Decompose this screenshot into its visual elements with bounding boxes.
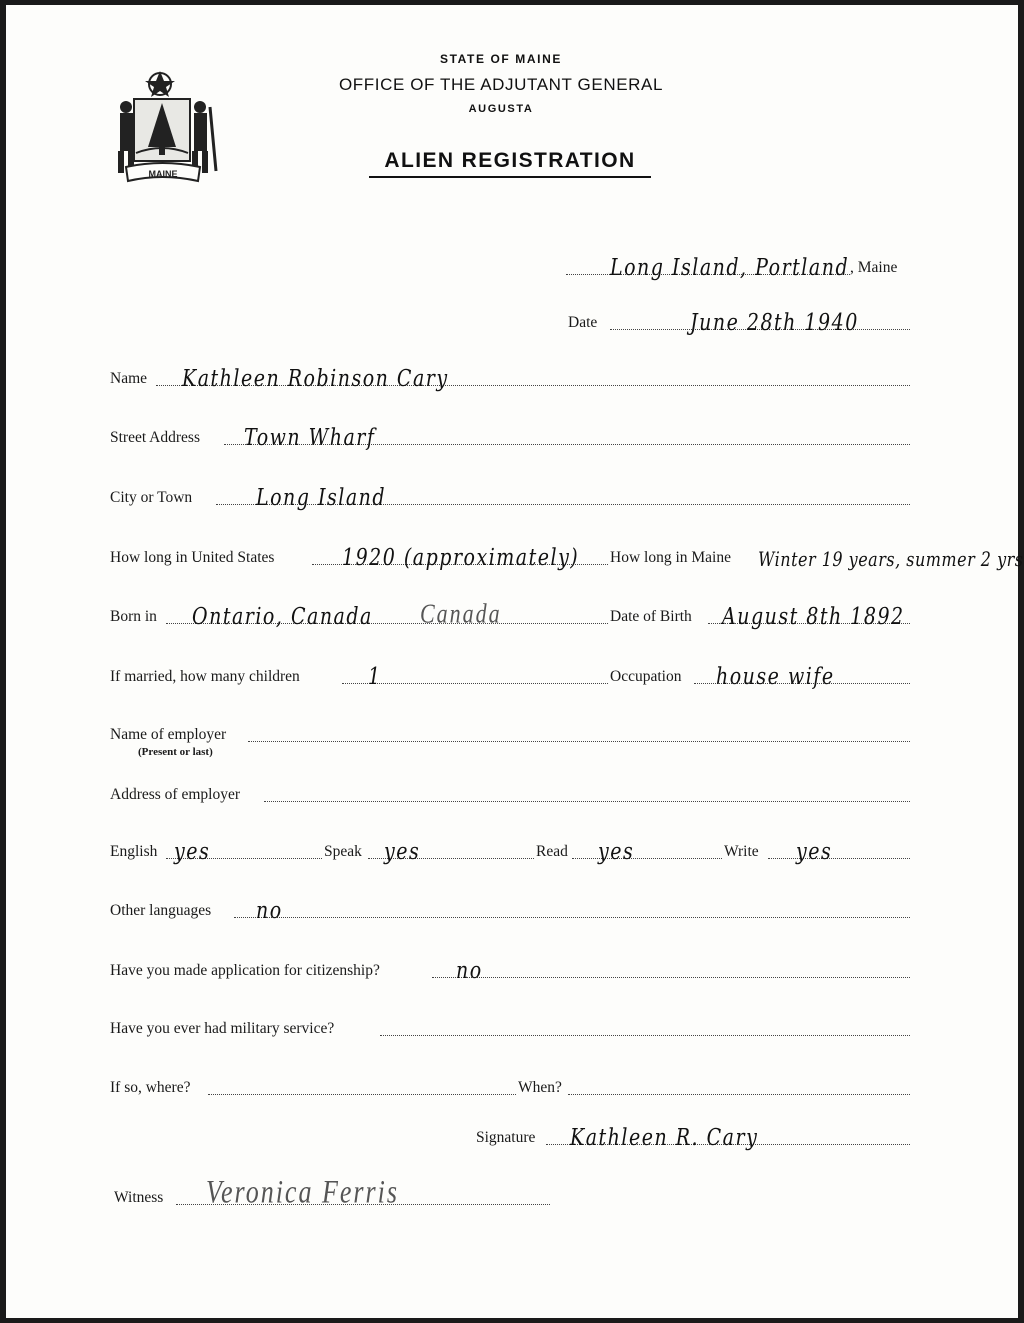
- place-value[interactable]: Long Island, Portland: [610, 253, 850, 281]
- city-label: City or Town: [110, 489, 193, 506]
- english-value[interactable]: yes: [174, 837, 211, 865]
- speak-label: Speak: [324, 843, 362, 860]
- witness-row: [114, 1173, 550, 1210]
- office-heading: OFFICE OF THE ADJUTANT GENERAL: [338, 75, 664, 94]
- street-value[interactable]: Town Wharf: [244, 423, 376, 451]
- signature-value[interactable]: Kathleen R. Cary: [570, 1123, 759, 1151]
- other-languages-label: Other languages: [110, 902, 212, 919]
- street-row: [110, 425, 910, 449]
- military-row: [110, 1016, 910, 1040]
- where-label: If so, where?: [110, 1079, 191, 1096]
- state-heading: STATE OF MAINE: [440, 52, 562, 66]
- employer-address-row: [110, 782, 910, 806]
- occupation-label: Occupation: [610, 668, 682, 685]
- residence-duration-row: [110, 543, 1024, 571]
- dob-value[interactable]: August 8th 1892: [722, 602, 905, 630]
- maine-time-value[interactable]: Winter 19 years, summer 2 yrs: [758, 547, 1024, 571]
- city-value[interactable]: Long Island: [256, 483, 387, 511]
- employer-row: [110, 722, 910, 746]
- name-row: [110, 366, 910, 390]
- name-value[interactable]: Kathleen Robinson Cary: [182, 364, 449, 392]
- registration-form-page: [6, 5, 1024, 1318]
- us-time-label: How long in United States: [110, 549, 275, 566]
- born-in-country-value[interactable]: Canada: [420, 597, 502, 629]
- employer-address-label: Address of employer: [110, 786, 240, 803]
- where-when-row: [110, 1075, 910, 1099]
- name-label: Name: [110, 370, 148, 387]
- children-label: If married, how many children: [110, 668, 300, 685]
- read-value[interactable]: yes: [598, 837, 635, 865]
- citizenship-row: [110, 958, 910, 982]
- military-label: Have you ever had military service?: [110, 1020, 335, 1037]
- when-label: When?: [518, 1079, 562, 1096]
- children-value[interactable]: 1: [368, 662, 382, 690]
- witness-value[interactable]: Veronica Ferris: [206, 1173, 399, 1210]
- seal-motto-text: MAINE: [148, 169, 178, 179]
- citizenship-label: Have you made application for citizenship?: [110, 962, 380, 979]
- employer-sublabel: (Present or last): [138, 746, 213, 758]
- other-languages-value[interactable]: no: [256, 896, 283, 924]
- language-ability-row: [110, 839, 910, 863]
- born-in-label: Born in: [110, 608, 157, 625]
- date-label: Date: [568, 314, 598, 331]
- write-label: Write: [724, 843, 759, 860]
- city-heading: AUGUSTA: [468, 103, 534, 115]
- born-in-value[interactable]: Ontario, Canada: [192, 602, 373, 630]
- date-value[interactable]: June 28th 1940: [690, 308, 859, 336]
- occupation-value[interactable]: house wife: [716, 662, 835, 690]
- speak-value[interactable]: yes: [384, 837, 421, 865]
- city-row: [110, 485, 910, 509]
- witness-label: Witness: [114, 1189, 164, 1206]
- form-title: ALIEN REGISTRATION: [369, 149, 651, 178]
- place-row: [566, 255, 910, 279]
- dob-label: Date of Birth: [610, 608, 692, 625]
- signature-label: Signature: [476, 1129, 536, 1146]
- citizenship-value[interactable]: no: [456, 956, 483, 984]
- date-row: [568, 310, 910, 334]
- read-label: Read: [536, 843, 568, 860]
- other-languages-row: [110, 898, 910, 922]
- place-suffix: , Maine: [850, 259, 898, 276]
- maine-time-label: How long in Maine: [610, 549, 731, 566]
- street-label: Street Address: [110, 429, 200, 446]
- us-time-value[interactable]: 1920 (approximately): [342, 543, 580, 571]
- children-occupation-row: [110, 664, 910, 688]
- employer-label: Name of employer: [110, 726, 227, 743]
- english-label: English: [110, 843, 158, 860]
- signature-row: [476, 1125, 910, 1149]
- birth-row: [110, 597, 910, 630]
- write-value[interactable]: yes: [796, 837, 833, 865]
